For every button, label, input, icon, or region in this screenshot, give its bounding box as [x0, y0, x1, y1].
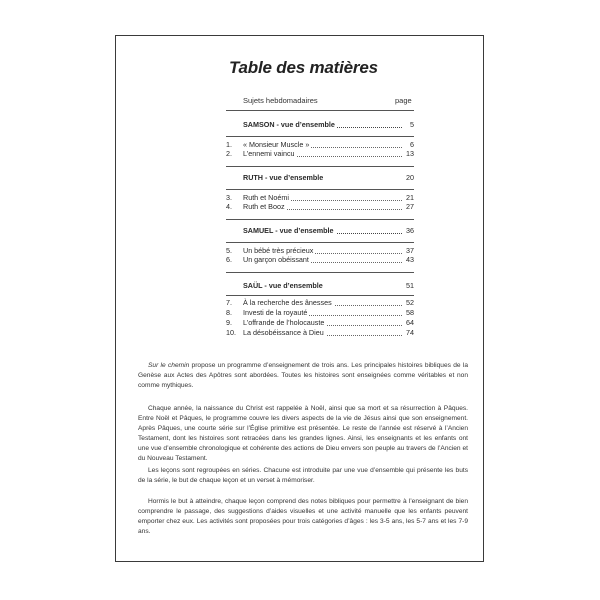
lesson-page: 64: [406, 318, 414, 327]
lesson-number: 3.: [226, 193, 232, 202]
intro-paragraph: [138, 361, 468, 391]
paragraph-text: propose un programme d’enseignement de trois ans. Les principales histoires bibliques de la Genèse aux Actes des Apôtres sont abordées. Toutes les histoires sont enseignées comme véritables et non comme mythiques.: [138, 362, 468, 389]
toc-lesson-6: [226, 255, 414, 265]
section-page: 51: [406, 281, 414, 290]
lesson-number: 7.: [226, 298, 232, 307]
header-page: page: [395, 96, 412, 105]
section-heading: SAMSON - vue d’ensemble: [243, 120, 335, 129]
section-page: 36: [406, 226, 414, 235]
program-name: Sur le chemin: [148, 362, 190, 369]
lesson-title: Ruth et Booz: [243, 202, 285, 211]
lesson-page: 58: [406, 308, 414, 317]
lesson-title: L’offrande de l’holocauste: [243, 318, 325, 327]
paragraph-series: Les leçons sont regroupées en séries. Chacune est introduite par une vue d’ensemble qui présente les buts de la série, le but de chaque leçon et un verset à mémoriser.: [138, 467, 468, 484]
lesson-number: 6.: [226, 255, 232, 264]
toc-lesson-4: [226, 202, 414, 212]
page-title: Table des matières: [229, 58, 378, 77]
section-heading: SAMUEL - vue d’ensemble: [243, 226, 334, 235]
section-divider: [226, 189, 414, 190]
lesson-page: 6: [410, 140, 414, 149]
lesson-title: À la recherche des ânesses: [243, 298, 332, 307]
lesson-title: Investi de la royauté: [243, 308, 308, 317]
lesson-title: Ruth et Noémi: [243, 193, 289, 202]
lesson-page: 27: [406, 202, 414, 211]
lesson-number: 5.: [226, 246, 232, 255]
section-divider: [226, 295, 414, 296]
lesson-number: 1.: [226, 140, 232, 149]
toc-lesson-10: [226, 328, 414, 338]
section-divider: [226, 272, 414, 273]
toc-section-saul: [226, 281, 414, 291]
toc-section-ruth: [226, 173, 414, 183]
lesson-title: L’ennemi vaincu: [243, 149, 295, 158]
lesson-page: 37: [406, 246, 414, 255]
lesson-number: 10.: [226, 328, 236, 337]
toc-section-samuel: [226, 226, 414, 236]
lesson-number: 8.: [226, 308, 232, 317]
section-page: 20: [406, 173, 414, 182]
header-subjects: Sujets hebdomadaires: [243, 96, 318, 105]
lesson-title: Un bébé très précieux: [243, 246, 314, 255]
lesson-number: 2.: [226, 149, 232, 158]
lesson-page: 74: [406, 328, 414, 337]
paragraph-lesson-contents: Hormis le but à atteindre, chaque leçon comprend des notes bibliques pour permettre à l’enseignant de bien comprendre le passage, des suggestions d’aides visuelles et une activité manuelle que les enfants peuvent emporter chez eux. Les activités sont proposées pour trois catégories d’âges : les 3-5 ans, les 5-7 ans et les 7-9 ans.: [138, 498, 468, 535]
lesson-page: 13: [406, 149, 414, 158]
lesson-page: 21: [406, 193, 414, 202]
toc-lesson-2: [226, 149, 414, 159]
lesson-title: Un garçon obéissant: [243, 255, 309, 264]
section-divider: [226, 136, 414, 137]
lesson-title: La désobéissance à Dieu: [243, 328, 324, 337]
toc-lesson-7: [226, 298, 414, 308]
lesson-page: 43: [406, 255, 414, 264]
section-page: 5: [410, 120, 414, 129]
paragraph-yearly-cycle: Chaque année, la naissance du Christ est rappelée à Noël, ainsi que sa mort et sa résurrection à Pâques. Entre Noël et Pâques, le programme couvre les divers aspects de la vie de Jésus ainsi que son enseignement. Après Pâques, une courte série sur l’Église primitive est présentée. Le reste de l’année est réservé à l’Ancien Testament, dont les histoires sont retracées dans les grandes lignes. Ainsi, les enseignants et les enfants ont une vue d’ensemble chronologique et cohérente des actions de Dieu envers son peuple au travers de l’Ancien et du Nouveau Testament.: [138, 405, 468, 462]
lesson-page: 52: [406, 298, 414, 307]
toc-lesson-9: [226, 318, 414, 328]
section-heading: SAÜL - vue d’ensemble: [243, 281, 323, 290]
lesson-number: 4.: [226, 202, 232, 211]
lesson-title: « Monsieur Muscle »: [243, 140, 310, 149]
section-divider: [226, 110, 414, 111]
section-divider: [226, 166, 414, 167]
lesson-number: 9.: [226, 318, 232, 327]
section-heading: RUTH - vue d’ensemble: [243, 173, 324, 182]
toc-section-samson: [226, 120, 414, 130]
section-divider: [226, 219, 414, 220]
toc-lesson-8: [226, 308, 414, 318]
section-divider: [226, 242, 414, 243]
